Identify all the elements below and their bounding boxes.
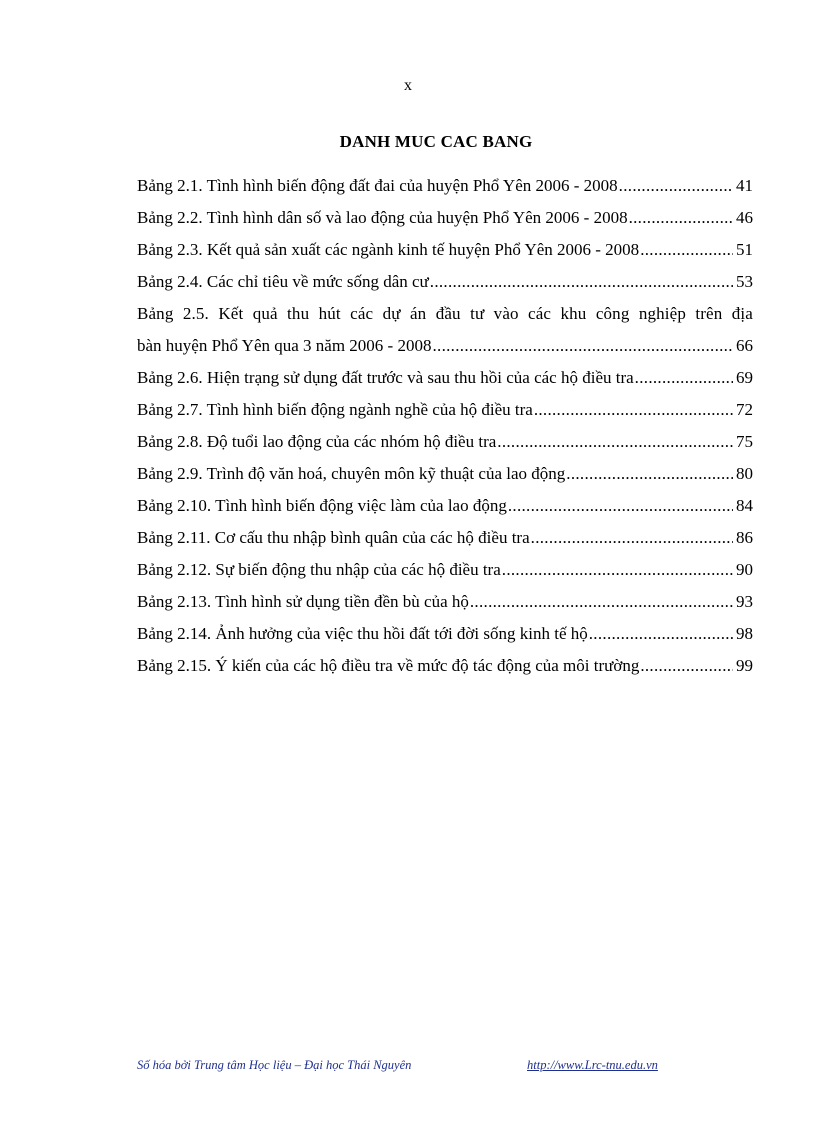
toc-entry[interactable]	[137, 656, 753, 688]
toc-entry[interactable]	[137, 624, 753, 656]
toc-entry[interactable]	[137, 592, 753, 624]
toc-entry[interactable]	[137, 400, 753, 432]
footer-link[interactable]: http://www.Lrc-tnu.edu.vn	[527, 1058, 658, 1072]
toc-entry-page: 80	[736, 464, 753, 483]
toc-entry[interactable]	[137, 528, 753, 560]
dot-leader	[640, 240, 733, 260]
toc-entry[interactable]	[137, 368, 753, 400]
dot-leader	[629, 208, 733, 228]
table-of-contents	[137, 176, 753, 688]
toc-entry-label: Bảng 2.3. Kết quả sản xuất các ngành kinh tế huyện Phổ Yên 2006 - 2008	[137, 240, 640, 259]
toc-entry-label: bàn huyện Phổ Yên qua 3 năm 2006 - 2008	[137, 336, 432, 355]
toc-entry-page: 51	[736, 240, 753, 259]
toc-entry-page: 53	[736, 272, 753, 291]
toc-entry-page: 84	[736, 496, 753, 515]
dot-leader	[635, 368, 733, 388]
dot-leader	[508, 496, 733, 516]
toc-entry-page: 41	[736, 176, 753, 195]
toc-entry-label: Bảng 2.6. Hiện trạng sử dụng đất trước và sau thu hồi của các hộ điều tra	[137, 368, 634, 387]
toc-entry-label: Bảng 2.15. Ý kiến của các hộ điều tra về mức độ tác động của môi trường	[137, 656, 640, 675]
toc-entry-page: 66	[736, 336, 753, 355]
dot-leader	[531, 528, 733, 548]
page-number: x	[404, 77, 412, 94]
toc-entry[interactable]	[137, 432, 753, 464]
toc-entry-label: Bảng 2.12. Sự biến động thu nhập của các hộ điều tra	[137, 560, 501, 579]
dot-leader	[432, 336, 733, 356]
toc-entry-label: Bảng 2.9. Trình độ văn hoá, chuyên môn kỹ thuật của lao động	[137, 464, 566, 483]
toc-entry[interactable]	[137, 464, 753, 496]
toc-entry-page: 99	[736, 656, 753, 675]
toc-entry-label: Bảng 2.8. Độ tuổi lao động của các nhóm hộ điều tra	[137, 432, 497, 451]
toc-entry-page: 75	[736, 432, 753, 451]
dot-leader	[619, 176, 733, 196]
dot-leader	[640, 656, 733, 676]
toc-entry-label: Bảng 2.14. Ảnh hưởng của việc thu hồi đất tới đời sống kinh tế hộ	[137, 624, 588, 643]
toc-entry-page: 72	[736, 400, 753, 419]
toc-entry-label: Bảng 2.11. Cơ cấu thu nhập bình quân của các hộ điều tra	[137, 528, 530, 547]
dot-leader	[430, 272, 733, 292]
dot-leader	[470, 592, 733, 612]
toc-entry-page: 69	[736, 368, 753, 387]
dot-leader	[502, 560, 733, 580]
toc-entry-label: Bảng 2.7. Tình hình biến động ngành nghề của hộ điều tra	[137, 400, 533, 419]
toc-entry-label: Bảng 2.1. Tình hình biến động đất đai của huyện Phổ Yên 2006 - 2008	[137, 176, 618, 195]
toc-entry-label: Bảng 2.2. Tình hình dân số và lao động của huyện Phổ Yên 2006 - 2008	[137, 208, 628, 227]
footer-credit: Số hóa bởi Trung tâm Học liệu – Đại học Thái Nguyên	[137, 1058, 412, 1072]
toc-entry-label: Bảng 2.10. Tình hình biến động việc làm của lao động	[137, 496, 507, 515]
dot-leader	[497, 432, 733, 452]
toc-entry-page: 90	[736, 560, 753, 579]
toc-entry-page: 98	[736, 624, 753, 643]
dot-leader	[589, 624, 733, 644]
toc-entry-label: Bảng 2.4. Các chỉ tiêu về mức sống dân cư	[137, 272, 429, 291]
toc-entry[interactable]	[137, 176, 753, 208]
page-title: DANH MUC CAC BANG	[339, 132, 533, 151]
toc-entry-page: 86	[736, 528, 753, 547]
toc-entry[interactable]	[137, 272, 753, 304]
toc-entry-line2	[137, 336, 753, 368]
toc-entry-multiline[interactable]	[137, 304, 753, 368]
toc-entry[interactable]	[137, 560, 753, 592]
toc-entry[interactable]	[137, 240, 753, 272]
toc-entry-label-line1: Bảng 2.5. Kết quả thu hút các dự án đầu tư vào các khu công nghiệp trên địa	[137, 304, 753, 323]
toc-entry-page: 93	[736, 592, 753, 611]
toc-entry[interactable]	[137, 208, 753, 240]
toc-entry[interactable]	[137, 496, 753, 528]
toc-entry-label: Bảng 2.13. Tình hình sử dụng tiền đền bù của hộ	[137, 592, 469, 611]
toc-entry-page: 46	[736, 208, 753, 227]
dot-leader	[534, 400, 733, 420]
dot-leader	[566, 464, 733, 484]
